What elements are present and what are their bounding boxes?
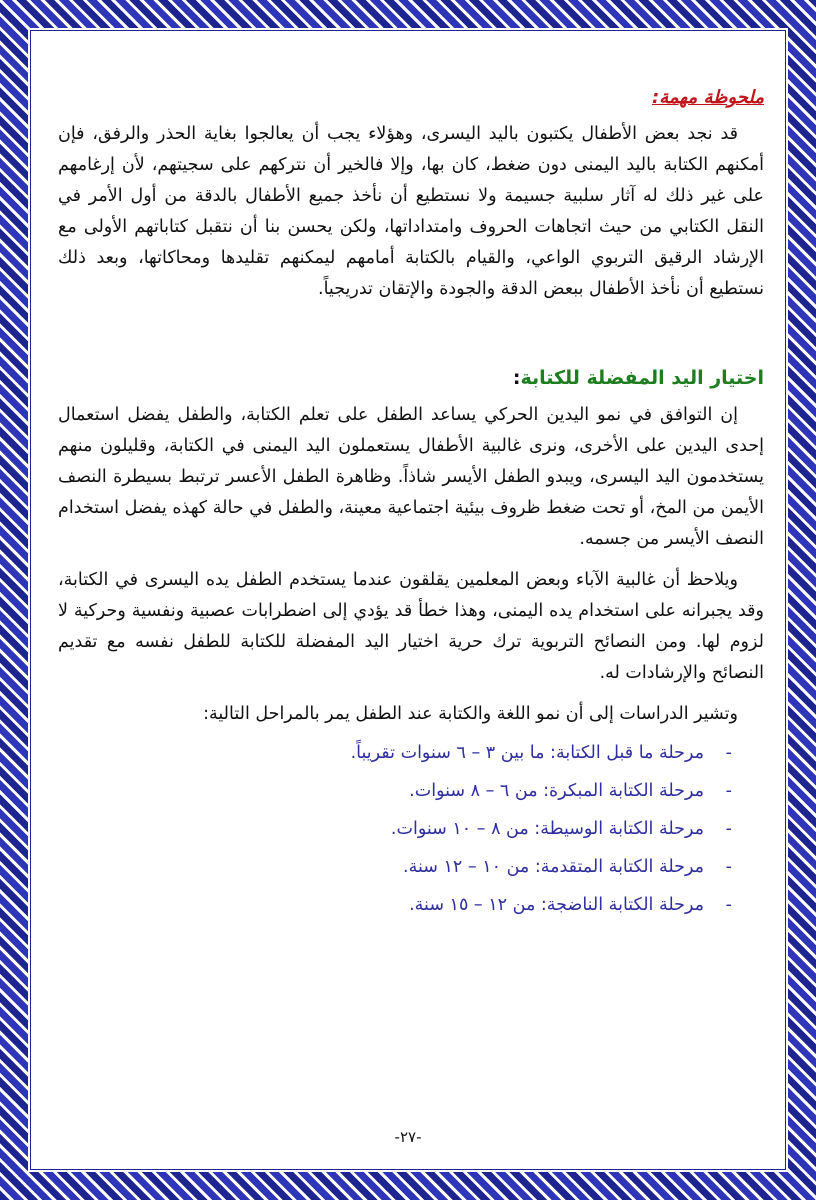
bullet-dash: - (725, 743, 732, 763)
bullet-dash: - (725, 895, 732, 915)
stage-text: مرحلة ما قبل الكتابة: ما بين ٣ – ٦ سنوات تقريباً. (350, 743, 704, 763)
page-number: -٢٧- (394, 1128, 422, 1146)
section-paragraph-2: ويلاحظ أن غالبية الآباء وبعض المعلمين يقلقون عندما يستخدم الطفل يده اليسرى في الكتابة، وقد يجبرانه على استخدام يده اليمنى، وهذا خطأ قد يؤدي إلى اضطرابات عصبية ونفسية وحركية لا لزوم لها. ومن النصائح التربوية ترك حرية اختيار اليد المفضلة للكتابة للطفل نفسه مع تقديم النصائح والإرشادات له. (58, 570, 764, 683)
stages-list (58, 734, 764, 924)
stage-item (58, 810, 732, 848)
stage-item (58, 886, 732, 924)
section-title-text: اختيار اليد المفضلة للكتابة (520, 367, 764, 389)
stage-text: مرحلة الكتابة الوسيطة: من ٨ – ١٠ سنوات. (390, 819, 704, 839)
section-paragraph-1: إن التوافق في نمو اليدين الحركي يساعد الطفل على تعلم الكتابة، والطفل يفضل استعمال إحدى اليدين على الأخرى، ونرى غالبية الأطفال يستعملون اليد اليمنى في الكتابة، وقليلون منهم يستخدمون اليد اليسرى، ويبدو الطفل الأيسر شاذاً. وظاهرة الطفل الأعسر ترتبط بسيطرة النصف الأيمن من المخ، أو تحت ضغط ظروف بيئية اجتماعية معينة، والطفل في حالة كهذه يفضل استخدام النصف الأيسر من جسمه. (58, 405, 764, 549)
bullet-dash: - (725, 781, 732, 801)
note-paragraph: قد نجد بعض الأطفال يكتبون باليد اليسرى، وهؤلاء يجب أن يعالجوا بغاية الحذر والرفق، فإن أمكنهم الكتابة باليد اليمنى دون ضغط، كان بها، وإلا فالخير أن نتركهم على سجيتهم، لأن إرغامهم على غير ذلك له آثار سلبية جسيمة ولا نستطيع أن نأخذ جميع الأطفال بالدقة من أول الأمر في النقل الكتابي من حيث اتجاهات الحروف وامتداداتها، ولكن يحسن بنا أن نتقبل كتاباتهم الأولى مع الإرشاد الرقيق التربوي الواعي، والقيام بالكتابة أمامهم ليمكنهم تقليدها ومحاكاتها، وبعد ذلك نستطيع أن نأخذ الأطفال ببعض الدقة والجودة والإتقان تدريجياً. (58, 124, 764, 299)
page-content (58, 82, 764, 924)
stages-intro: وتشير الدراسات إلى أن نمو اللغة والكتابة عند الطفل يمر بالمراحل التالية: (203, 704, 738, 724)
note-title: ملحوظة مهمة: (652, 87, 764, 108)
stage-item (58, 772, 732, 810)
section-title (58, 363, 764, 394)
stage-text: مرحلة الكتابة الناضجة: من ١٢ – ١٥ سنة. (409, 895, 704, 915)
stage-item (58, 734, 732, 772)
section-title-colon: : (512, 367, 521, 389)
bullet-dash: - (725, 819, 732, 839)
stage-text: مرحلة الكتابة المتقدمة: من ١٠ – ١٢ سنة. (403, 857, 704, 877)
bullet-dash: - (725, 857, 732, 877)
stage-item (58, 848, 732, 886)
stage-text: مرحلة الكتابة المبكرة: من ٦ – ٨ سنوات. (409, 781, 704, 801)
